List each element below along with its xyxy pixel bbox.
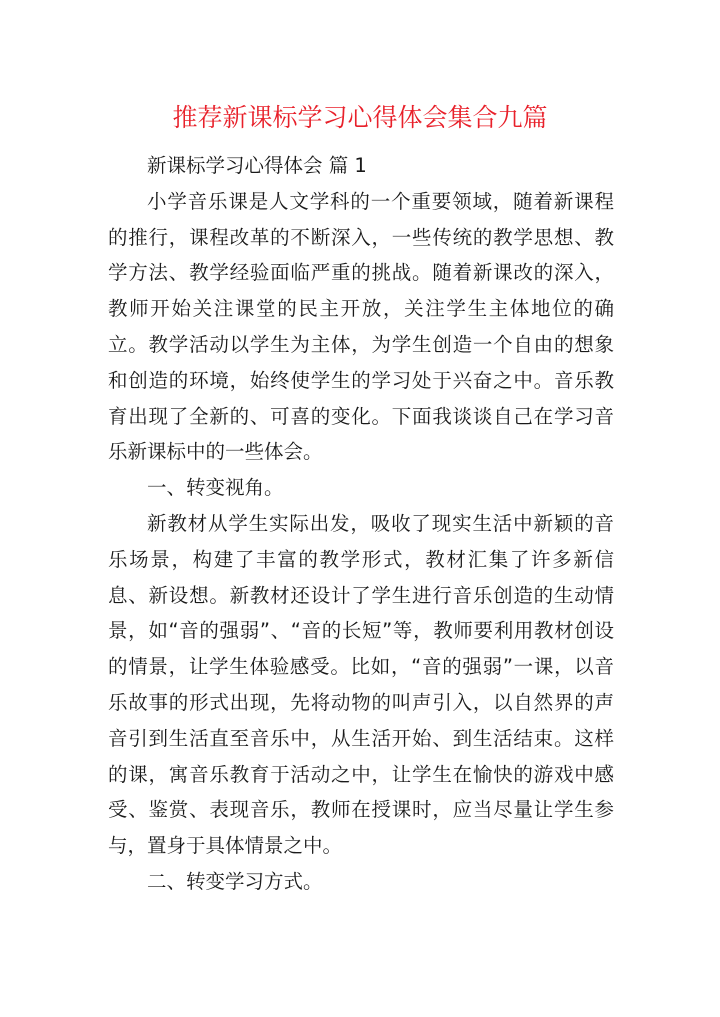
document-body <box>108 148 614 900</box>
paragraph-intro: 小学音乐课是人文学科的一个重要领域，随着新课程的推行，课程改革的不断深入，一些传统的教学思想、教学方法、教学经验面临严重的挑战。随着新课改的深入，教师开始关注课堂的民主开放，关注学生主体地位的确立。教学活动以学生为主体，为学生创造一个自由的想象和创造的环境，始终使学生的学习处于兴奋之中。音乐教育出现了全新的、可喜的变化。下面我谈谈自己在学习音乐新课标中的一些体会。 <box>108 189 614 464</box>
document-title: 推荐新课标学习心得体会集合九篇 <box>172 103 548 132</box>
paragraph-body-1: 新教材从学生实际出发，吸收了现实生活中新颖的音乐场景，构建了丰富的教学形式，教材汇集了许多新信息、新设想。新教材还设计了学生进行音乐创造的生动情景，如“音的强弱”、“音的长短”等，教师要利用教材创设的情景，让学生体验感受。比如，“音的强弱”一课，以音乐故事的形式出现，先将动物的叫声引入，以自然界的声音引到生活直至音乐中，从生活开始、到生活结束。这样的课，寓音乐教育于活动之中，让学生在愉快的游戏中感受、鉴赏、表现音乐，教师在授课时，应当尽量让学生参与，置身于具体情景之中。 <box>108 511 614 858</box>
paragraph-heading-2: 二、转变学习方式。 <box>147 869 323 893</box>
paragraph-heading-1: 一、转变视角。 <box>147 476 284 500</box>
section-heading: 新课标学习心得体会 篇 1 <box>147 154 367 177</box>
